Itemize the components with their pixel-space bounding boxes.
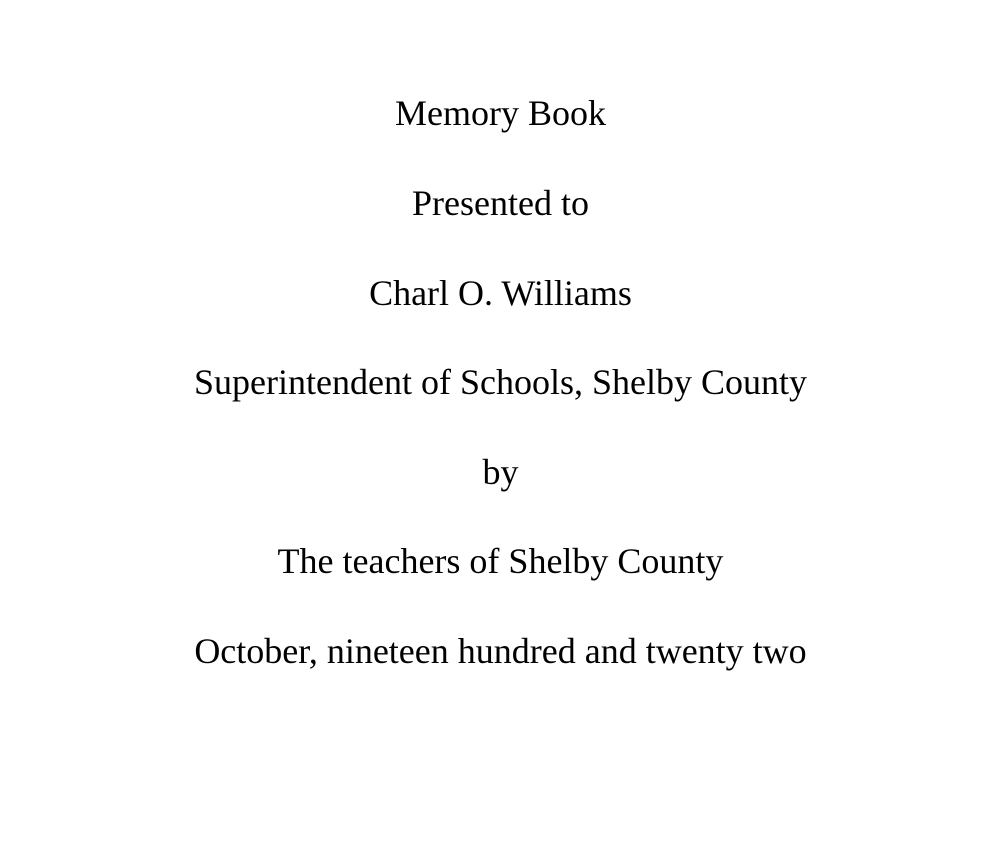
- presented-to-line: Presented to: [412, 183, 589, 223]
- recipient-title-line: Superintendent of Schools, Shelby County: [194, 362, 807, 402]
- date-line: October, nineteen hundred and twenty two: [194, 631, 807, 671]
- presenters-line: The teachers of Shelby County: [277, 541, 724, 581]
- by-line: by: [482, 452, 519, 492]
- title-line: Memory Book: [395, 93, 606, 133]
- recipient-name-line: Charl O. Williams: [369, 273, 632, 313]
